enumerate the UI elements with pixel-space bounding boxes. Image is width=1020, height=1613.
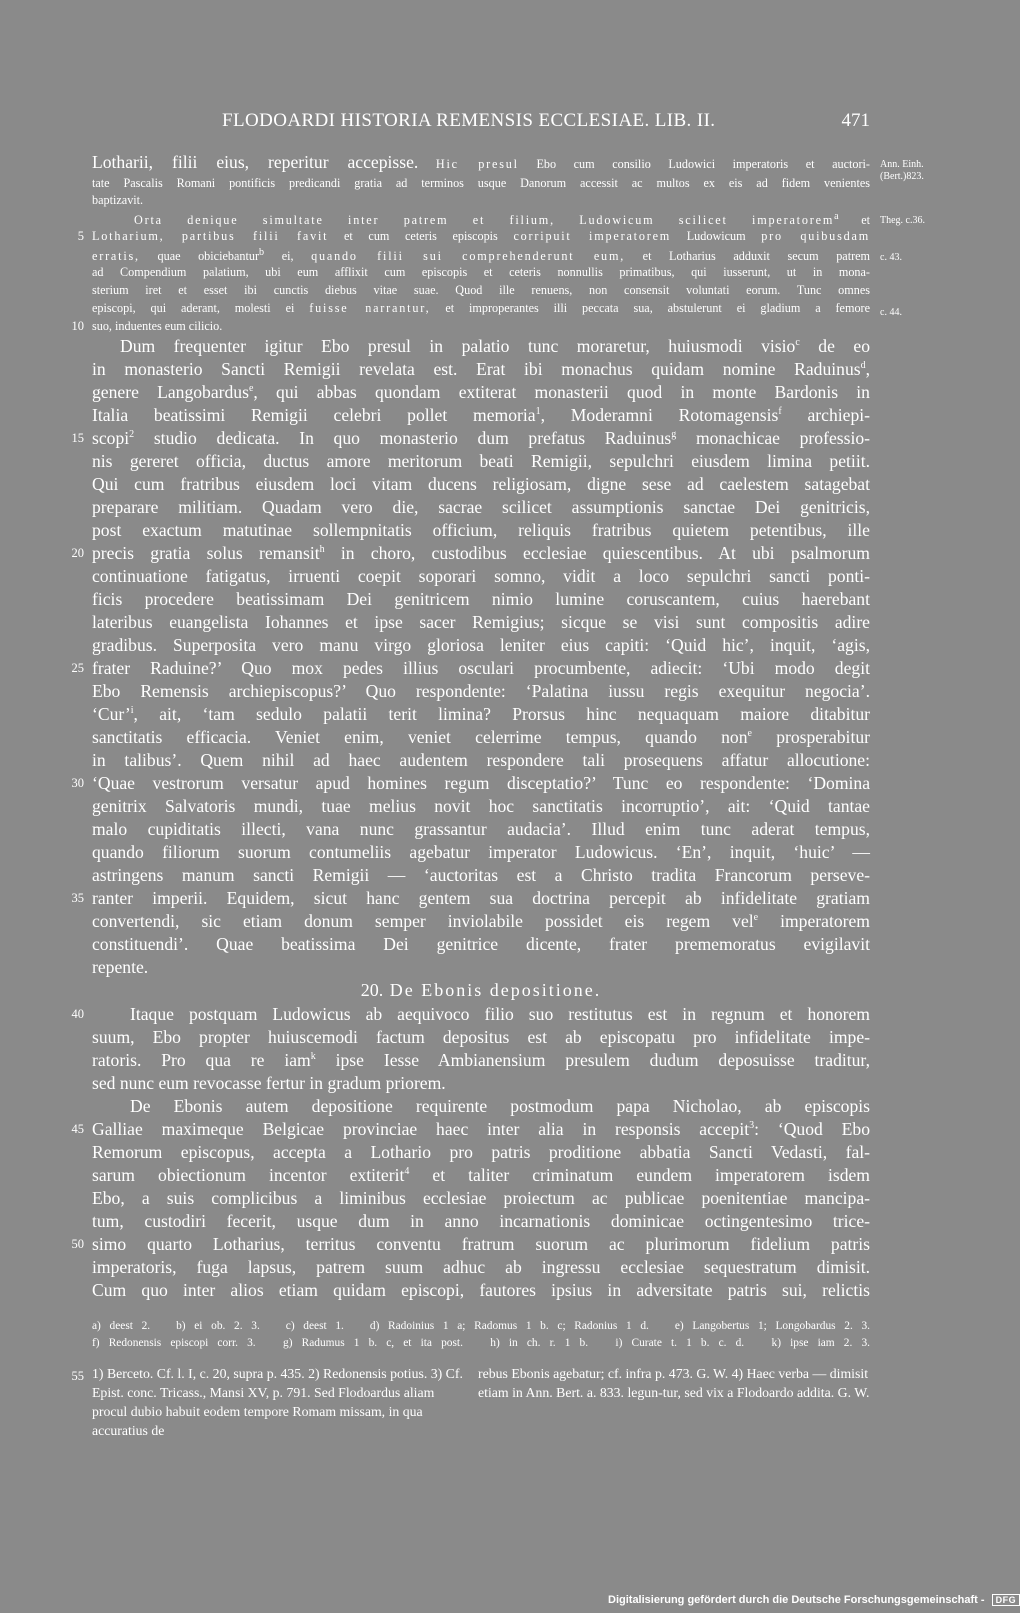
line-number: 15 bbox=[71, 431, 84, 445]
apparatus-line: a) deest 2. b) ei ob. 2. 3. c) deest 1. d) Radoinius 1 a; Radomus 1 b. c; Radonius 1 d. e) Langobertus 1; Longobardus 2. 3. bbox=[92, 1320, 870, 1332]
text-line: in talibus’. Quem nihil ad haec audentem respondere tali prosequens affatur allocutione: bbox=[92, 750, 870, 770]
text-line: gradibus. Superposita vero manu virgo gloriosa leniter eius capiti: ‘Quid hic’, inquit, ‘agis, bbox=[92, 635, 870, 655]
margin-note: Theg. c.36. bbox=[880, 215, 925, 226]
page-number: 471 bbox=[841, 110, 870, 131]
text-line: genere Langobardus$^e$, qui abbas quondam extiterat monasterii quod in monte Bardonis in bbox=[92, 382, 870, 402]
line-number: 40 bbox=[71, 1007, 84, 1021]
text-line: sanctitatis efficacia. Veniet enim, veniet celerrime tempus, quando non$^e$ prosperabitur bbox=[92, 727, 870, 747]
text-line: Orta denique simultate inter patrem et filium, Ludowicum scilicet imperatorem$^a$ et bbox=[134, 211, 871, 228]
margin-note: c. 43. bbox=[880, 252, 902, 263]
section-number: 20. bbox=[360, 980, 384, 1000]
footnotes-right-column: rebus Ebonis agebatur; cf. infra p. 473. G. W. 4) Haec verba — dimisit etiam in Ann. Bert. a. 833. legun-tur, sed vix a Flodoardo addita. G. W. bbox=[478, 1366, 870, 1400]
line-number: 50 bbox=[71, 1237, 84, 1251]
text-line: ‘Cur’$^i$, ait, ‘tam sedulo palatii terit limina? Prorsus hinc nequaquam maiore ditabitur bbox=[92, 704, 870, 724]
line-number: 35 bbox=[71, 891, 84, 905]
section-title: De Ebonis depositione. bbox=[389, 980, 602, 1000]
line-number: 30 bbox=[71, 776, 84, 790]
apparatus-line: f) Redonensis episcopi corr. 3. g) Radumus 1 b. c, et ita post. h) in ch. r. 1 b. i) Curate t. 1 b. c. d. k) ipse iam 2. 3. bbox=[92, 1337, 870, 1349]
text-line: ratoris. Pro qua re iam$^k$ ipse Iesse Ambianensium presulem dudum deposuisse traditur, bbox=[92, 1050, 870, 1070]
text-line: quando filiorum suorum contumeliis agebatur imperator Ludowicus. ‘En’, inquit, ‘huic’ — bbox=[92, 842, 870, 862]
line-number: 5 bbox=[77, 229, 84, 243]
dfg-logo: DFG bbox=[992, 1594, 1020, 1606]
line-number: 20 bbox=[71, 546, 84, 560]
text-line: 45 Galliae maximeque Belgicae provinciae haec inter alia in responsis accepit$^3$: ‘Quod Ebo bbox=[92, 1119, 870, 1140]
page-header bbox=[92, 110, 870, 136]
text-line: Lotharii, filii eius, reperitur accepisse. Hic presul Ebo cum consilio Ludowici imperatoris et auctori- bbox=[92, 152, 870, 172]
text-line: Qui cum fratribus eiusdem loci vitam ducens religiosam, digne sese ad caelestem satagebat bbox=[92, 474, 870, 494]
text-line: nis gereret officia, ductus amore meritorum beati Remigii, sepulchri eiusdem limina petiit. bbox=[92, 451, 870, 471]
text-line: in monasterio Sancti Remigii revelata est. Erat ibi monachus quidam nomine Raduinus$^d$, bbox=[92, 359, 870, 379]
text-line: preparare militiam. Quadam vero die, sacrae scilicet assumptionis sanctae Dei genitricis, bbox=[92, 497, 870, 517]
text-line: suum, Ebo propter huiuscemodi factum depositus est ab episcopatu pro infidelitate impe- bbox=[92, 1027, 870, 1047]
text-line: Ebo Remensis archiepiscopus?’ Quo respondente: ‘Palatina iussu regis exequitur negocia’. bbox=[92, 681, 870, 701]
text-line: post exactum matutinae sollempnitatis officium, reliquis fratribus quietem petentibus, ille bbox=[92, 520, 870, 540]
text-line: genitrix Salvatoris mundi, tuae melius novit hoc sanctitatis incorruptio’, ait: ‘Quid tantae bbox=[92, 796, 870, 816]
text-line: episcopi, qui aderant, molesti ei fuisse narrantur, et improperantes illi peccata sua, abstulerunt ei gladium a femore bbox=[92, 301, 871, 315]
margin-note: c. 44. bbox=[880, 307, 902, 318]
text-line: 35 ranter imperii. Equidem, sicut hanc gentem sua doctrina percepit ab infidelitate gratiam bbox=[92, 888, 870, 909]
text-line: ficis procedere beatissimam Dei genitricem nimio lumine coruscantem, cuius haerebant bbox=[92, 589, 870, 609]
text-line: sterium iret et esset ibi cunctis diebus vitae suae. Quod ille renuens, non consensit voluntati eorum. Tunc omnes bbox=[92, 283, 870, 297]
text-line: astringens manum sancti Remigii — ‘auctoritas est a Christo tradita Francorum perseve- bbox=[92, 865, 870, 885]
text-line: 40 Itaque postquam Ludowicus ab aequivoco filio suo restitutus est in regnum et honorem bbox=[92, 1004, 870, 1025]
line-number: 55 bbox=[71, 1369, 84, 1383]
text-line: constituendi’. Quae beatissima Dei genitrice dicente, frater prememoratus evigilavit bbox=[92, 934, 870, 954]
footnotes-left-column: 55 1) Berceto. Cf. l. I, c. 20, supra p. 435. 2) Redonensis potius. 3) Cf. Epist. conc. Tricass., Mansi XV, p. 791. Sed Flodoardus aliam procul dubio habuit eodem tempore Romam missam, in qua accuratius de bbox=[92, 1364, 468, 1440]
text-line: 10 suo, induentes eum cilicio. bbox=[92, 319, 870, 334]
text-line: sarum obiectionum incentor extiterit$^4$ et taliter criminatum eundem imperatorem isdem bbox=[92, 1165, 870, 1185]
text-line: Dum frequenter igitur Ebo presul in palatio tunc moraretur, huiusmodi visio$^c$ de eo bbox=[120, 336, 870, 356]
text-line: 30 ‘Quae vestrorum versatur apud homines regum disceptatio?’ Tunc eo respondente: ‘Domina bbox=[92, 773, 870, 794]
text-line: repente. bbox=[92, 957, 149, 977]
text-line: tum, custodiri fecerit, usque dum in anno incarnationis dominicae octingentesimo trice- bbox=[92, 1211, 870, 1231]
text-line: sed nunc eum revocasse fertur in gradum priorem. bbox=[92, 1073, 446, 1093]
digitization-credit: Digitalisierung gefördert durch die Deutsche Forschungsgemeinschaft - DFG bbox=[608, 1594, 1020, 1606]
text-line: De Ebonis autem depositione requirente postmodum papa Nicholao, ab episcopis bbox=[130, 1096, 870, 1116]
text-line: 5 Lotharium, partibus filii favit et cum ceteris episcopis corripuit imperatorem Ludowicum pro quibusdam bbox=[92, 229, 870, 244]
running-title: FLODOARDI HISTORIA REMENSIS ECCLESIAE. LIB. II. bbox=[222, 110, 716, 131]
text-line: continuatione fatigatus, irruenti coepit soporari somno, vidit a loco sepulchri sancti ponti- bbox=[92, 566, 870, 586]
text-line: imperatoris, fuga lapsus, patrem suum adhuc ab ingressu ecclesiae sequestratum dimisit. bbox=[92, 1257, 870, 1277]
text-line: tate Pascalis Romani pontificis predicandi gratia ad terminos usque Danorum accessit ac multos ex eis ad fidem venientes bbox=[92, 176, 870, 190]
margin-note: Ann. Einh. bbox=[880, 159, 924, 170]
text-line: lateribus euangelista Iohannes et ipse sacer Remigius; sicque se visi sunt compositis adire bbox=[92, 612, 870, 632]
text-line: ad Compendium palatium, ubi eum afflixit cum episcopis et ceteris nonnullis primatibus, qui iusserunt, ut in mona- bbox=[92, 265, 870, 279]
text-line: Italia beatissimi Remigii celebri pollet memoria$^1$, Moderamni Rotomagensis$^f$ archiepi- bbox=[92, 405, 870, 425]
text-line: erratis, quae obiciebantur$^b$ ei, quando filii sui comprehenderunt eum, et Lotharius adduxit secum patrem bbox=[92, 247, 871, 264]
line-number: 45 bbox=[71, 1122, 84, 1136]
text-line: 15 scopi$^2$ studio dedicata. In quo monasterio dum prefatus Raduinus$^g$ monachicae professio- bbox=[92, 428, 870, 449]
text-line: Ebo, a suis complicibus a liminibus ecclesiae proiectum ac publicae poenitentiae mancipa- bbox=[92, 1188, 870, 1208]
text-line: 20 precis gratia solus remansit$^h$ in choro, custodibus ecclesiae quiescentibus. At ubi psalmorum bbox=[92, 543, 870, 564]
text-line: convertendi, sic etiam donum semper inviolabile possidet eis regem vel$^e$ imperatorem bbox=[92, 911, 870, 931]
text-line: Remorum episcopus, accepta a Lothario pro patris proditione abbatia Sancti Vedasti, fal- bbox=[92, 1142, 870, 1162]
text-line: 25 frater Raduine?’ Quo mox pedes illius osculari procumbente, adiecit: ‘Ubi modo degit bbox=[92, 658, 870, 679]
text-line: baptizavit. bbox=[92, 193, 144, 207]
text-line: Cum quo inter alios etiam quidam episcopi, fautores ipsius in adversitate patris sui, relictis bbox=[92, 1280, 870, 1300]
margin-note: (Bert.)823. bbox=[880, 171, 924, 182]
line-number: 25 bbox=[71, 661, 84, 675]
text-line: malo cupiditatis illecti, vana nunc grassantur audacia’. Illud enim tunc aderat tempus, bbox=[92, 819, 870, 839]
section-heading bbox=[92, 980, 870, 1001]
text-line: 50 simo quarto Lotharius, territus conventu fratrum suorum ac plurimorum fidelium patris bbox=[92, 1234, 870, 1255]
line-number: 10 bbox=[71, 319, 84, 333]
